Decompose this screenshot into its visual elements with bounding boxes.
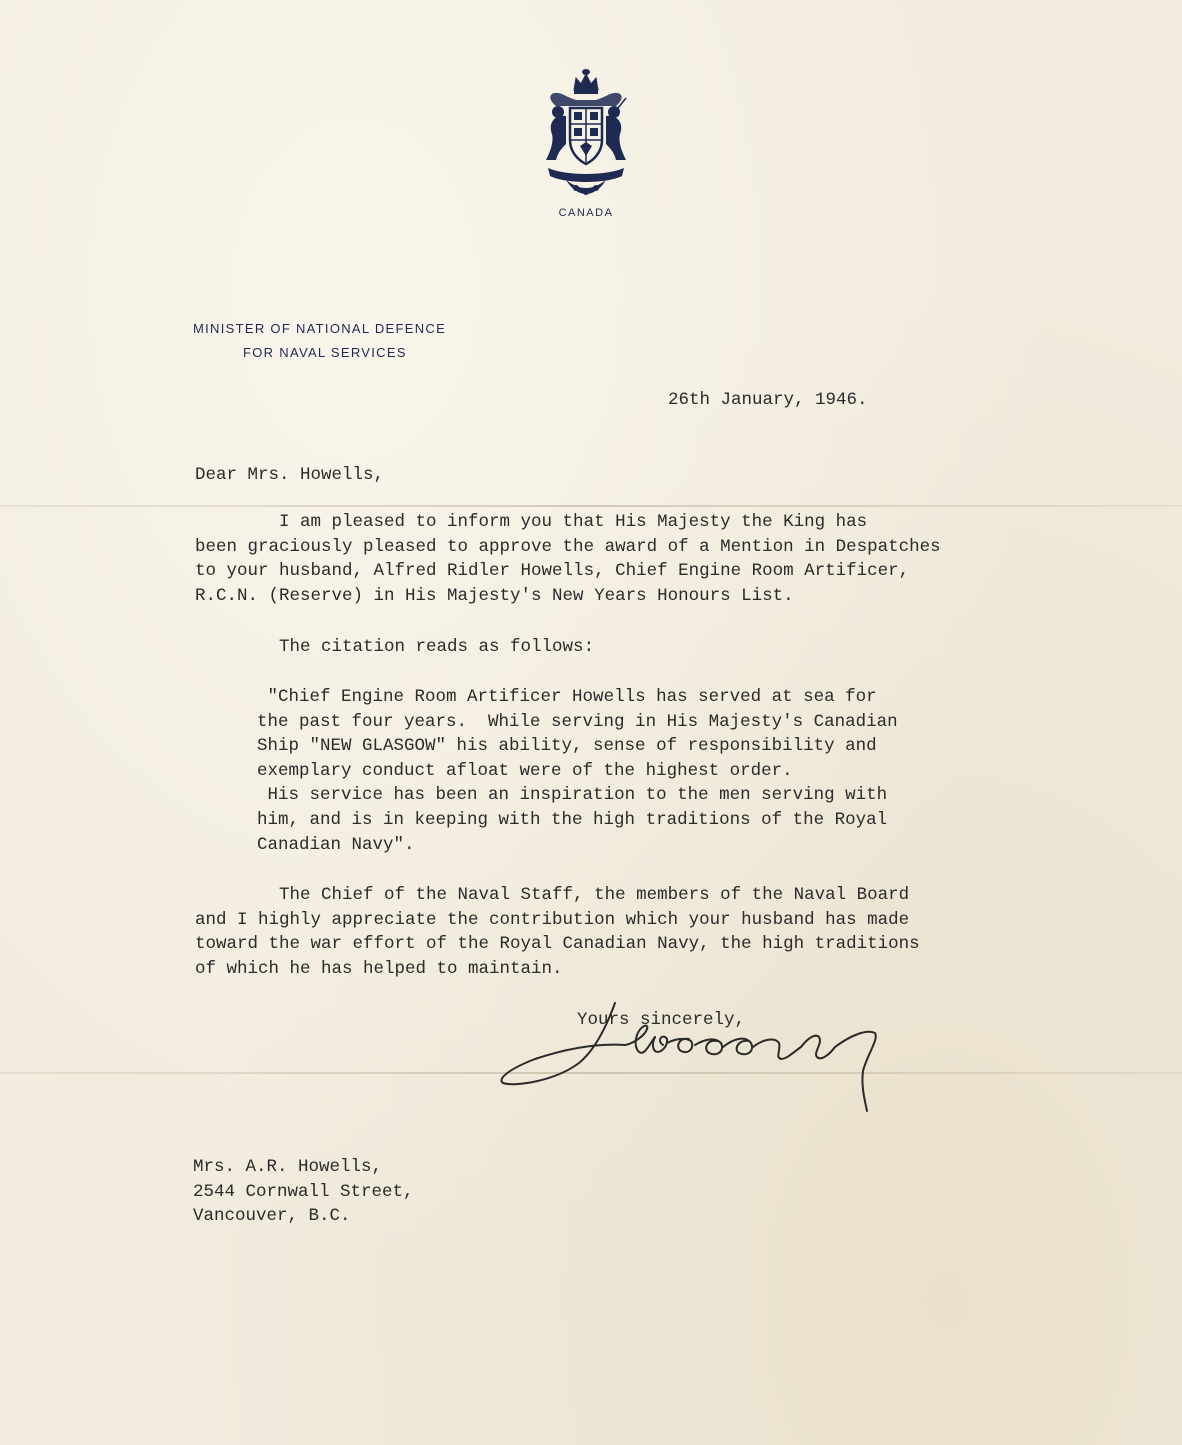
body-paragraph-2: The citation reads as follows: <box>195 637 595 657</box>
address-line: Vancouver, B.C. <box>193 1206 351 1227</box>
recipient-address <box>193 1155 414 1229</box>
citation-block <box>215 685 929 857</box>
citation-line: the past four years. While serving in His Majesty's Canadian <box>257 711 898 732</box>
body-paragraph-3 <box>195 883 920 981</box>
letterhead-department-line2: FOR NAVAL SERVICES <box>243 345 407 360</box>
citation-line: him, and is in keeping with the high traditions of the Royal <box>257 809 888 830</box>
citation-line: Canadian Navy". <box>257 834 415 855</box>
body-line: of which he has helped to maintain. <box>195 958 563 979</box>
letterhead-department-line1: MINISTER OF NATIONAL DEFENCE <box>193 321 447 336</box>
body-line: The Chief of the Naval Staff, the members of the Naval Board <box>195 885 910 905</box>
citation-line: His service has been an inspiration to the men serving with <box>215 785 888 806</box>
body-line: been graciously pleased to approve the award of a Mention in Despatches <box>195 536 941 557</box>
address-line: 2544 Cornwall Street, <box>193 1181 414 1202</box>
body-line: R.C.N. (Reserve) in His Majesty's New Years Honours List. <box>195 585 794 606</box>
citation-line: Ship "NEW GLASGOW" his ability, sense of responsibility and <box>257 736 877 757</box>
closing: Yours sincerely, <box>577 1010 746 1030</box>
citation-line: "Chief Engine Room Artificer Howells has served at sea for <box>215 687 877 707</box>
coat-of-arms-icon <box>536 68 636 198</box>
body-line: toward the war effort of the Royal Canadian Navy, the high traditions <box>195 934 920 955</box>
signature <box>495 995 895 1120</box>
body-line: I am pleased to inform you that His Majesty the King has <box>195 512 868 532</box>
body-line: and I highly appreciate the contribution which your husband has made <box>195 909 910 930</box>
letter-date: 26th January, 1946. <box>668 390 868 410</box>
address-line: Mrs. A.R. Howells, <box>193 1157 383 1177</box>
salutation: Dear Mrs. Howells, <box>195 465 385 485</box>
body-paragraph-1 <box>195 510 941 608</box>
citation-line: exemplary conduct afloat were of the highest order. <box>257 760 793 781</box>
body-line: to your husband, Alfred Ridler Howells, Chief Engine Room Artificer, <box>195 561 910 582</box>
paper-fold-line <box>0 505 1182 507</box>
letterhead-country: CANADA <box>558 207 614 219</box>
